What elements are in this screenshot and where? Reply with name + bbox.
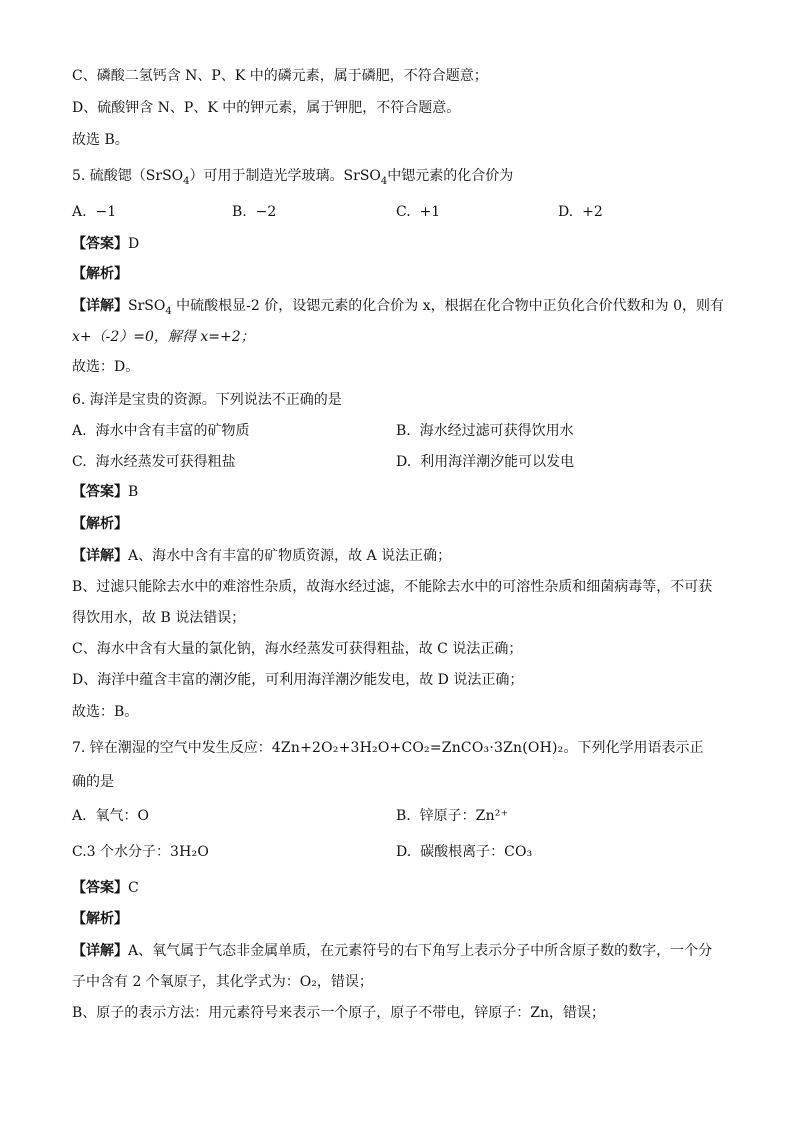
- q5-conclusion: 故选：D。: [72, 359, 140, 375]
- q5-option-a: A. −1: [72, 204, 117, 220]
- q7-option-c: C.3 个水分子：3H₂O: [72, 844, 210, 860]
- q5-option-c: C. +1: [396, 204, 441, 220]
- q5-detail-line-1: 【详解】SrSO$_4$ 中硫酸根显-2 价，设锶元素的化合价为 x，根据在化合物中正负化合价代数和为 0，则有: [72, 298, 724, 317]
- q7-equation: 4Zn+2O₂+3H₂O+CO₂=ZnCO₃·3Zn(OH)₂: [271, 740, 564, 756]
- q6-detail-b-line-1: B、过滤只能除去水中的难溶性杂质，故海水经过滤，不能除去水中的可溶性杂质和细菌病毒等，不可获: [72, 579, 713, 595]
- q7-detail-a-line-2: 子中含有 2 个氧原子，其化学式为：O₂，错误；: [72, 974, 373, 990]
- q6-detail-d: D、海洋中蕴含丰富的潮汐能，可利用海洋潮汐能发电，故 D 说法正确；: [72, 672, 524, 688]
- q5-option-b: B. −2: [232, 204, 277, 220]
- q7-option-a: A. 氧气：O: [72, 808, 150, 824]
- q7-detail-b: B、原子的表示方法：用元素符号来表示一个原子，原子不带电，锌原子：Zn，错误；: [72, 1005, 606, 1021]
- q7-option-b: B. 锌原子：Zn²⁺: [396, 808, 509, 824]
- prev-option-c-explanation: C、磷酸二氢钙含 N、P、K 中的磷元素，属于磷肥，不符合题意；: [72, 68, 488, 84]
- q7-stem-line-2: 确的是: [72, 774, 114, 790]
- q5-analysis-heading: 【解析】: [72, 266, 128, 282]
- prev-conclusion: 故选 B。: [72, 132, 129, 148]
- q7-stem: 7. 锌在潮湿的空气中发生反应：4Zn+2O₂+3H₂O+CO₂=ZnCO₃·3Zn(OH)₂。下列化学用语表示正: [72, 740, 704, 756]
- prev-option-d-explanation: D、硫酸钾含 N、P、K 中的钾元素，属于钾肥，不符合题意。: [72, 100, 461, 116]
- q5-detail-line-2: x+（-2）=0，解得 x=+2；: [72, 329, 255, 345]
- q6-option-a: A. 海水中含有丰富的矿物质: [72, 423, 250, 439]
- q6-conclusion: 故选：B。: [72, 704, 139, 720]
- q5-stem: 5. 硫酸锶（SrSO$_4$）可用于制造光学玻璃。SrSO$_4$中锶元素的化合价为: [72, 168, 514, 187]
- q6-option-b: B. 海水经过滤可获得饮用水: [396, 423, 574, 439]
- q6-detail-b-line-2: 得饮用水，故 B 说法错误；: [72, 610, 246, 626]
- q5-answer: 【答案】D: [72, 236, 140, 252]
- q6-stem: 6. 海洋是宝贵的资源。下列说法不正确的是: [72, 392, 342, 408]
- q6-detail-a: 【详解】A、海水中含有丰富的矿物质资源，故 A 说法正确；: [72, 548, 452, 564]
- q7-analysis-heading: 【解析】: [72, 911, 128, 927]
- q6-analysis-heading: 【解析】: [72, 516, 128, 532]
- q5-option-d: D. +2: [558, 204, 603, 220]
- q6-option-d: D. 利用海洋潮汐能可以发电: [396, 454, 575, 470]
- q7-option-d: D. 碳酸根离子：CO₃: [396, 844, 533, 860]
- q6-detail-c: C、海水中含有大量的氯化钠，海水经蒸发可获得粗盐，故 C 说法正确；: [72, 641, 523, 657]
- q7-answer: 【答案】C: [72, 880, 139, 896]
- q7-detail-a-line-1: 【详解】A、氧气属于气态非金属单质，在元素符号的右下角写上表示分子中所含原子数的数字，一个分: [72, 943, 713, 959]
- q6-answer: 【答案】B: [72, 484, 139, 500]
- q6-option-c: C. 海水经蒸发可获得粗盐: [72, 454, 236, 470]
